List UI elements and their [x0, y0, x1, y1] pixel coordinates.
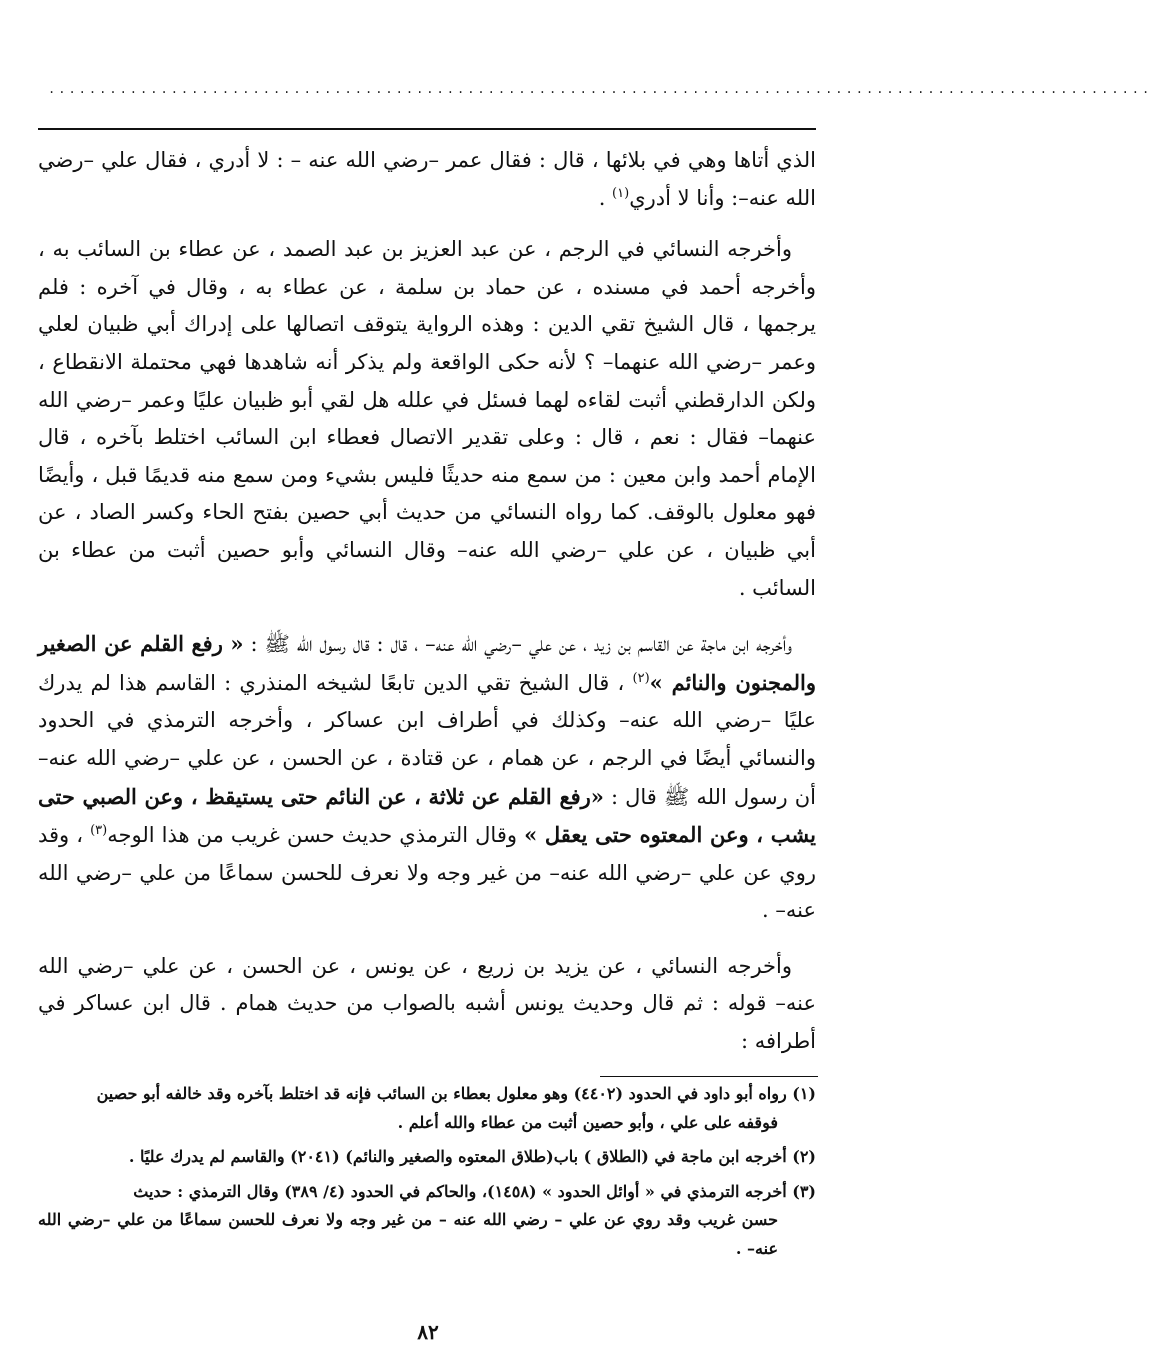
footnote-ref-3[interactable]: (٣)	[90, 823, 108, 839]
footnote-ref-2[interactable]: (٢)	[632, 670, 650, 686]
footnote-1	[38, 1080, 816, 1137]
paragraph-1	[38, 142, 816, 217]
header-rule	[38, 128, 816, 130]
paragraph-3-c: وقال الترمذي حديث حسن غريب من هذا الوجه	[107, 823, 525, 848]
footnote-3	[38, 1178, 816, 1264]
main-text	[38, 142, 816, 1079]
footnote-rule	[600, 1076, 818, 1077]
footnote-3-line-2: حسن غريب وقد روي عن علي – رضي الله عنه – من غير وجه ولا نعرف للحسن سماعًا من علي –رضي الله عنه– .	[38, 1210, 779, 1258]
page-number: ٨٢	[417, 1320, 439, 1344]
hadith-quote-2: «رفع القلم عن ثلاثة ، عن النائم حتى يستيقظ ، وعن الصبي حتى يشب ، وعن المعتوه حتى يعقل »	[38, 783, 816, 848]
paragraph-2: وأخرجه النسائي في الرجم ، عن عبد العزيز بن عبد الصمد ، عن عطاء بن السائب به ، وأخرجه أحمد في مسنده ، عن حماد بن سلمة ، عن عطاء به ، وقال في آخره : فلم يرجمها ، قال الشيخ تقي الدين : وهذه الرواية يتوقف اتصالها على إدراك أبي ظبيان لعلي وعمر –رضي الله عنهما– ؟ لأنه حكى الواقعة ولم يذكر أنه شاهدها فهي محتملة الانقطاع ، ولكن الدارقطني أثبت لقاءه لهما فسئل في علله هل لقي أبو ظبيان عليًا وعمر –رضي الله عنهما– فقال : نعم ، قال : وعلى تقدير الاتصال فعطاء ابن السائب اختلط بآخره ، قال الإمام أحمد وابن معين : من سمع منه حديثًا فليس بشيء ومن سمع منه قديمًا قبل ، وأيضًا فهو معلول بالوقف. كما رواه النسائي من حديث أبي حصين بفتح الحاء وكسر الصاد ، عن أبي ظبيان ، عن علي –رضي الله عنه– وقال النسائي وأبو حصين أثبت من عطاء بن السائب .	[38, 237, 816, 600]
footnote-1-line-1: (١) رواه أبو داود في الحدود (٤٤٠٢) وهو معلول بعطاء بن السائب فإنه قد اختلط بآخره وقد خالفه أبو حصين	[96, 1084, 816, 1103]
paragraph-3-b: ، قال الشيخ تقي الدين تابعًا لشيخه المنذري : القاسم هذا لم يدرك عليًا –رضي الله عنه– وكذلك في أطراف ابن عساكر ، وأخرجه الترمذي في الحدود والنسائي أيضًا في الرجم ، عن همام ، عن قتادة ، عن الحسن ، عن علي –رضي الله عنه– أن رسول الله ﷺ قال :	[38, 670, 817, 809]
paragraph-3-d: ، وقد روي عن علي –رضي الله عنه– من غير وجه ولا نعرف للحسن سماعًا من علي –رضي الله عنه– .	[38, 823, 816, 923]
footnote-3-line-1: (٣) أخرجه الترمذي في « أوائل الحدود » (١٤٥٨)، والحاكم في الحدود (٤/ ٣٨٩) وقال الترمذي : حديث	[133, 1181, 816, 1201]
paragraph-3-a: وأخرجه ابن ماجة عن القاسم بن زيد ، عن علي –رضي الله عنه– ، قال : قال رسول الله ﷺ :	[243, 632, 792, 657]
footnote-ref-1[interactable]: (١)	[612, 185, 630, 201]
footnotes	[38, 1080, 816, 1270]
paragraph-1-end: .	[598, 185, 613, 210]
paragraph-3	[38, 625, 816, 930]
footnote-1-line-2: فوقفه على علي ، وأبو حصين أثبت من عطاء والله أعلم .	[397, 1112, 778, 1132]
top-dotted-line: ............................................................................................................	[48, 82, 1152, 96]
hadith-quote-1: « رفع القلم عن الصغير والمجنون والنائم »	[38, 631, 817, 695]
paragraph-4: وأخرجه النسائي ، عن يزيد بن زريع ، عن يونس ، عن الحسن ، عن علي –رضي الله عنه– قوله : ثم قال وحديث يونس أشبه بالصواب من حديث همام . قال ابن عساكر في أطرافه :	[38, 953, 816, 1054]
footnote-2: (٢) أخرجه ابن ماجة في (الطلاق ) باب(طلاق المعتوه والصغير والنائم) (٢٠٤١) والقاسم لم يدرك عليًا .	[128, 1147, 816, 1167]
paragraph-1-text: الذي أتاها وهي في بلائها ، قال : فقال عمر –رضي الله عنه – : لا أدري ، فقال علي –رضي الله عنه–: وأنا لا أدري	[38, 148, 816, 210]
